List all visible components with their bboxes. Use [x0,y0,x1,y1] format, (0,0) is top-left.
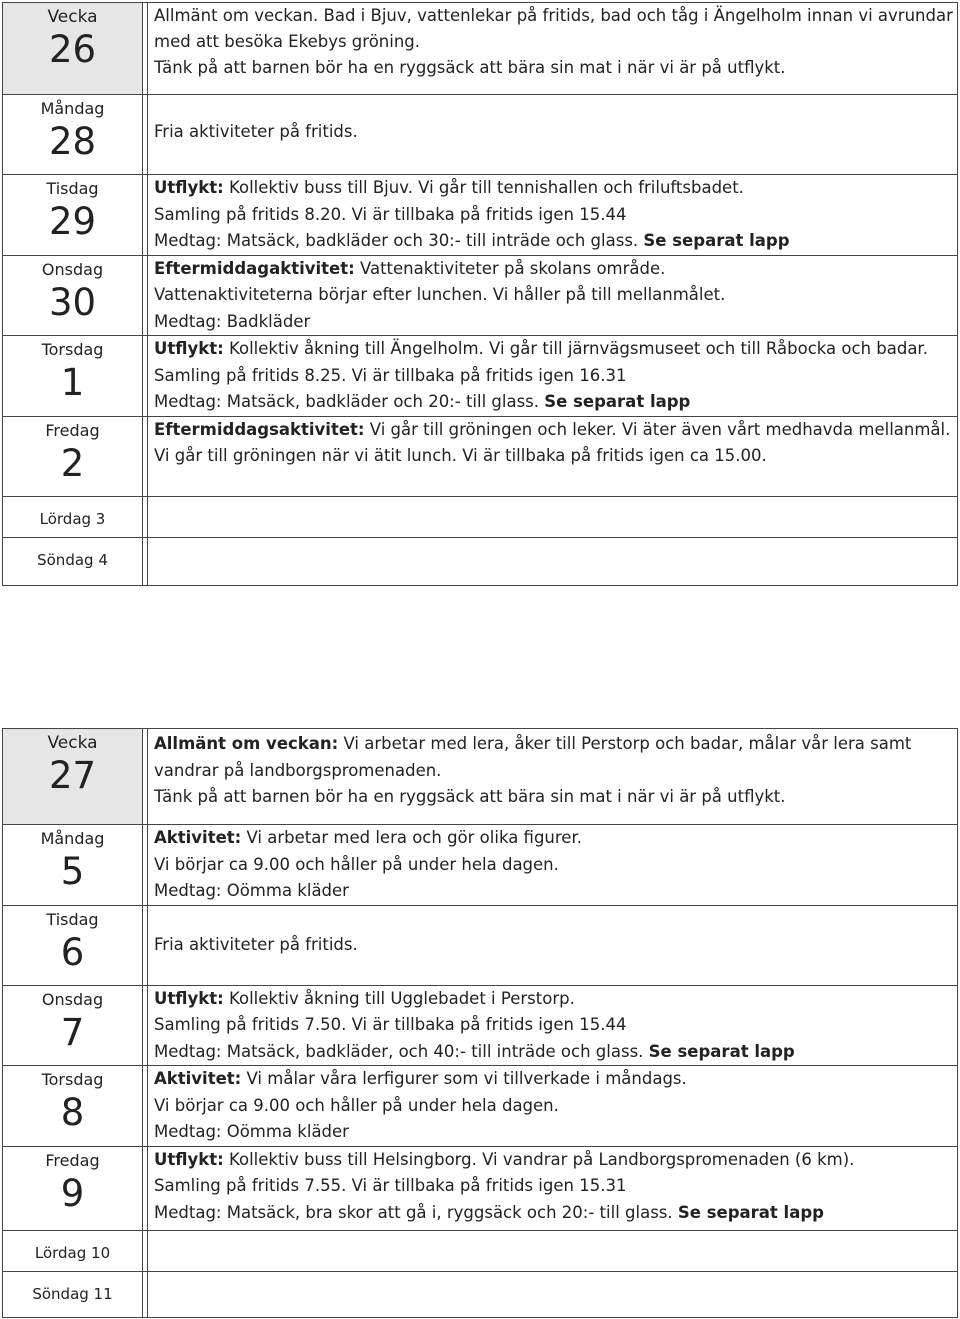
separate-note-link: Se separat lapp [677,1202,824,1222]
general-line: Tänk på att barnen bör ha en ryggsäck att bära sin mat i när vi är på utflykt. [154,787,786,806]
week-26-table [2,2,958,586]
activity-heading: Aktivitet: [154,828,242,847]
day-name: Söndag 11 [32,1284,113,1303]
day-activity [148,336,958,417]
activity-line: Medtag: Oömma kläder [154,881,349,900]
activity-heading: Utflykt: [154,339,224,358]
week-label: Vecka [47,733,98,753]
activity-line: Samling på fritids 7.55. Vi är tillbaka på fritids igen 15.31 [154,1176,627,1195]
activity-line: Vi arbetar med lera och gör olika figurer. [241,828,582,847]
day-date: 28 [48,120,97,163]
day-name: Onsdag [41,989,104,1009]
general-line: med att besöka Ekebys gröning. [154,32,421,51]
day-cell-mandag [3,825,143,906]
day-activity [148,1146,958,1230]
day-activity [148,825,958,906]
day-date: 8 [60,1091,85,1134]
activity-line: Fria aktiviteter på fritids. [154,934,358,954]
day-date: 6 [60,930,85,974]
day-cell-lordag [3,1230,143,1271]
activity-line: Medtag: Matsäck, badkläder och 30:- till inträde och glass. [154,231,644,250]
day-date: 9 [60,1171,85,1215]
activity-line: Vi går till gröningen och leker. Vi äter även vårt medhavda mellanmål. [364,419,951,439]
day-name: Måndag [40,99,105,118]
activity-line: Medtag: Matsäck, badkläder, och 40:- till inträde och glass. [154,1041,649,1061]
week-label: Vecka [47,7,98,27]
activity-line: Vi börjar ca 9.00 och håller på under hela dagen. [154,1095,559,1115]
day-cell-mandag [3,95,143,175]
activity-heading: Utflykt: [154,178,224,197]
activity-line: Kollektiv åkning till Ugglebadet i Perstorp. [223,988,575,1008]
activity-line: Medtag: Matsäck, badkläder och 20:- till glass. [154,392,545,411]
day-activity [148,1066,958,1147]
day-date: 30 [48,280,97,324]
day-date: 2 [60,441,85,485]
day-cell-fredag [3,416,143,496]
day-cell-tisdag [3,905,143,985]
activity-line: Medtag: Oömma kläder [154,1122,349,1141]
day-activity [148,95,958,175]
day-date: 29 [48,200,97,243]
day-cell-onsdag [3,985,143,1066]
day-name: Lördag 3 [39,509,106,528]
day-activity [148,905,958,985]
week-cell [3,729,143,825]
activity-heading: Aktivitet: [154,1069,242,1088]
general-line: Vi arbetar med lera, åker till Perstorp och badar, målar vår lera samt vandrar på landborgspromenaden. [154,734,912,780]
activity-line: Medtag: Badkläder [154,311,311,331]
activity-heading: Eftermiddagaktivitet: [154,258,355,278]
day-activity [148,255,958,336]
day-cell-onsdag [3,255,143,336]
week-cell [3,3,143,95]
day-name: Söndag 4 [37,550,108,569]
day-name: Tisdag [46,909,99,929]
day-cell-sondag [3,537,143,585]
activity-line: Kollektiv åkning till Ängelholm. Vi går till järnvägsmuseet och till Råbocka och badar. [223,339,928,358]
activity-line: Vattenaktiviteterna börjar efter lunchen. Vi håller på till mellanmålet. [154,285,726,304]
separate-note-link: Se separat lapp [648,1041,795,1061]
day-cell-tisdag [3,175,143,256]
day-date: 7 [60,1010,85,1054]
day-name: Onsdag [41,259,104,279]
activity-line: Samling på fritids 8.25. Vi är tillbaka på fritids igen 16.31 [154,365,627,385]
day-cell-sondag [3,1271,143,1317]
day-name: Fredag [45,420,100,440]
day-name: Fredag [45,1150,100,1170]
activity-line: Vi börjar ca 9.00 och håller på under hela dagen. [154,854,559,874]
activity-heading: Utflykt: [154,988,224,1008]
week-general-info [148,729,958,825]
day-activity [148,175,958,256]
day-name: Måndag [40,829,105,848]
separate-note-link: Se separat lapp [643,231,790,250]
day-cell-torsdag [3,1066,143,1147]
day-cell-lordag [3,496,143,537]
general-line: Tänk på att barnen bör ha en ryggsäck att bära sin mat i när vi är på utflykt. [154,58,786,77]
activity-heading: Eftermiddagsaktivitet: [154,419,365,439]
week-number: 27 [48,754,97,797]
activity-line: Samling på fritids 8.20. Vi är tillbaka på fritids igen 15.44 [154,204,627,224]
week-general-info [148,3,958,95]
activity-line: Kollektiv buss till Helsingborg. Vi vandrar på Landborgspromenaden (6 km). [223,1149,855,1169]
activity-line: Fria aktiviteter på fritids. [154,122,358,141]
day-name: Lördag 10 [34,1243,111,1262]
activity-line: Medtag: Matsäck, bra skor att gå i, ryggsäck och 20:- till glass. [154,1202,678,1222]
day-activity [148,416,958,496]
separate-note-link: Se separat lapp [544,392,691,411]
day-cell-torsdag [3,336,143,417]
general-heading: Allmänt om veckan: [154,734,339,753]
day-cell-fredag [3,1146,143,1230]
activity-line: Kollektiv buss till Bjuv. Vi går till tennishallen och friluftsbadet. [223,178,744,197]
activity-line: Samling på fritids 7.50. Vi är tillbaka på fritids igen 15.44 [154,1015,627,1034]
day-date: 5 [60,850,85,893]
activity-line: Vi målar våra lerfigurer som vi tillverkade i måndags. [241,1069,687,1088]
activity-line: Vattenaktiviteter på skolans område. [354,258,666,278]
general-line: Allmänt om veckan. Bad i Bjuv, vattenlekar på fritids, bad och tåg i Ängelholm innan vi avrundar [154,6,953,25]
week-27-table [2,728,958,1318]
week-number: 26 [48,28,97,71]
day-name: Torsdag [41,1070,104,1089]
activity-heading: Utflykt: [154,1149,224,1169]
day-name: Tisdag [46,179,99,198]
day-date: 1 [60,361,85,404]
activity-line: Vi går till gröningen när vi ätit lunch. Vi är tillbaka på fritids igen ca 15.00. [154,446,767,465]
day-activity [148,985,958,1066]
day-name: Torsdag [41,340,104,359]
